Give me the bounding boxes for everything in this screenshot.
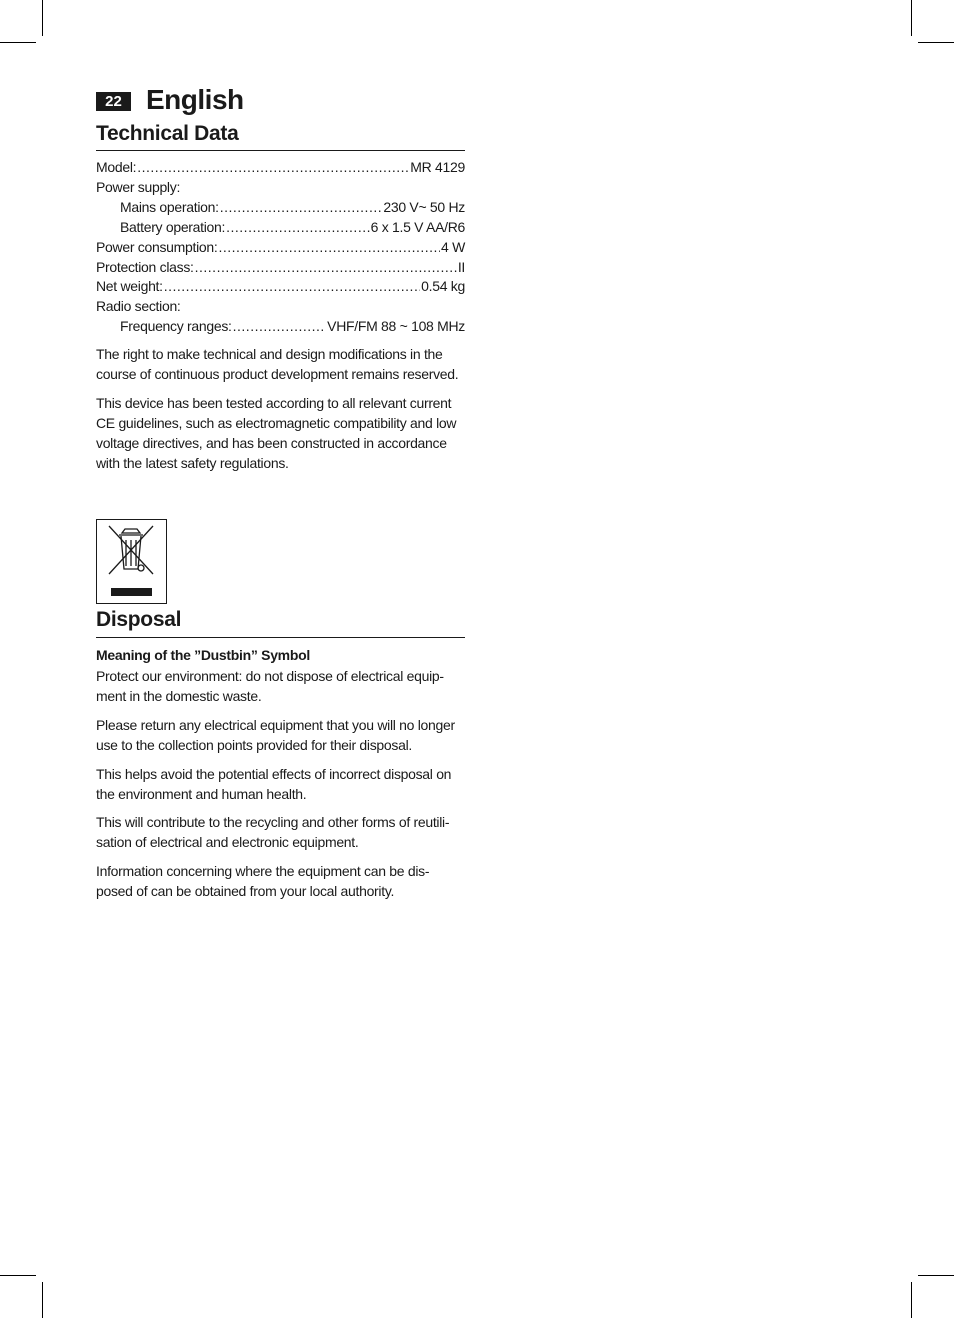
spec-list <box>96 158 465 337</box>
technical-data-title: Technical Data <box>96 122 239 145</box>
disposal-paragraph: Protect our environment: do not dispose of electrical equip-ment in the domestic waste. <box>96 668 444 704</box>
crop-mark <box>42 1282 43 1318</box>
technical-data-section <box>96 122 465 483</box>
spec-label: Radio section: <box>96 298 181 315</box>
crop-mark <box>911 0 912 36</box>
spec-value: MR 4129 <box>410 159 465 175</box>
spec-label: Model: <box>96 159 137 175</box>
spec-value: 0.54 kg <box>421 278 465 295</box>
spec-row <box>96 238 465 258</box>
spec-row <box>96 218 465 238</box>
spec-label: Frequency ranges: <box>120 318 232 335</box>
spec-label: Protection class: <box>96 258 194 275</box>
modification-note: The right to make technical and design modifications in the course of continuous product development remains reserved. <box>96 346 459 383</box>
spec-value: 6 x 1.5 V AA/R6 <box>370 218 465 235</box>
spec-label: Battery operation: <box>120 218 226 235</box>
crop-mark <box>918 1275 954 1276</box>
crop-mark <box>911 1282 912 1318</box>
spec-row <box>96 297 465 317</box>
spec-row <box>96 178 465 198</box>
dustbin-symbol-subtitle: Meaning of the ”Dustbin” Symbol <box>96 647 310 663</box>
spec-label: Net weight: <box>96 278 163 295</box>
disposal-title: Disposal <box>96 608 182 631</box>
disposal-paragraph: This will contribute to the recycling and other forms of reutili-sation of electrical and electronic equipment. <box>96 814 450 851</box>
language-heading: English <box>146 84 244 115</box>
spec-row <box>96 198 465 218</box>
spec-label: Power consumption: <box>96 238 218 255</box>
section-divider <box>96 150 465 151</box>
disposal-section <box>96 608 465 911</box>
crop-mark <box>0 1275 36 1276</box>
ce-compliance-note: This device has been tested according to all relevant current CE guidelines, such as electromagnetic compatibility and low voltage directives, and has been constructed in accordance with the latest safety regulations. <box>96 394 457 471</box>
crop-mark <box>918 42 954 43</box>
disposal-paragraph: Please return any electrical equipment that you will no longer use to the collection points provided for their disposal. <box>96 716 455 753</box>
spec-row <box>96 277 465 297</box>
crop-mark <box>0 42 36 43</box>
spec-value: 4 W <box>441 238 465 255</box>
spec-row <box>96 317 465 337</box>
spec-value: VHF/FM 88 ~ 108 MHz <box>327 318 465 335</box>
crossed-out-dustbin-icon <box>96 519 167 604</box>
section-divider <box>96 637 465 638</box>
page-number: 22 <box>96 92 131 111</box>
spec-label: Power supply: <box>96 178 181 195</box>
spec-row <box>96 258 465 278</box>
disposal-paragraph: This helps avoid the potential effects of incorrect disposal on the environment and human health. <box>96 765 452 802</box>
spec-label: Mains operation: <box>120 198 219 215</box>
crop-mark <box>42 0 43 36</box>
spec-row <box>96 158 465 178</box>
spec-value: II <box>457 258 465 275</box>
spec-value: 230 V~ 50 Hz <box>383 198 465 215</box>
disposal-paragraph: Information concerning where the equipment can be dis-posed of can be obtained from your local authority. <box>96 863 430 900</box>
